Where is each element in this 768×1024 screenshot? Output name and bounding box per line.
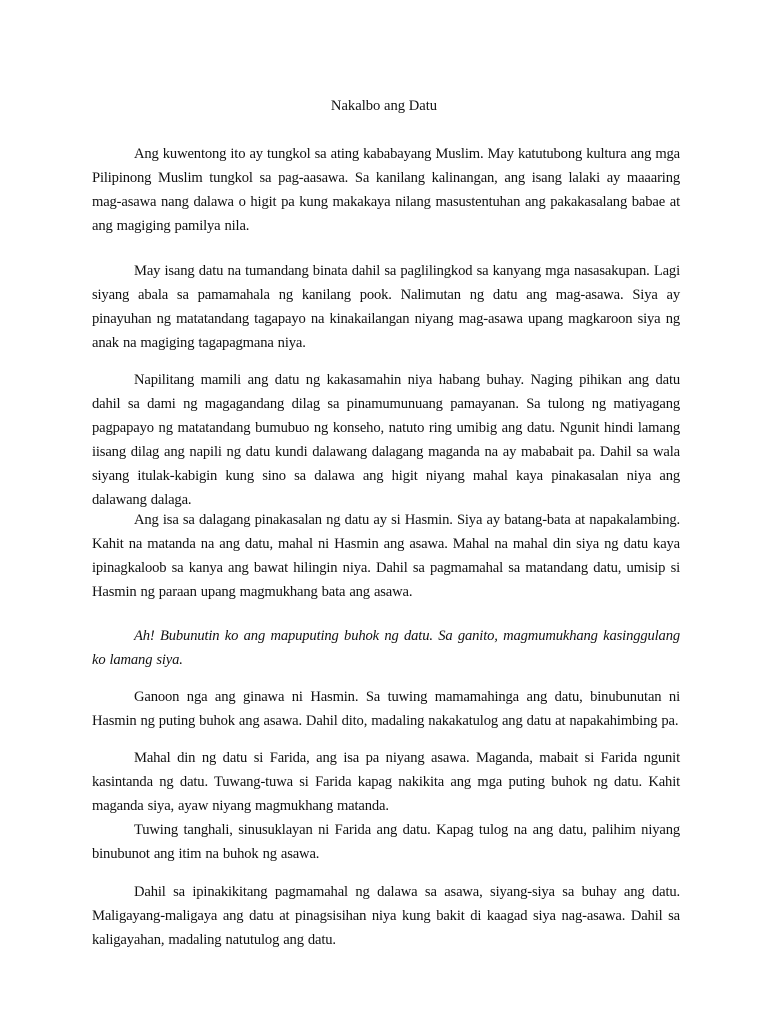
paragraph-4: Ang isa sa dalagang pinakasalan ng datu ay si Hasmin. Siya ay batang-bata at napakalambing. Kahit na matanda na ang datu, mahal ni Hasmin ang asawa. Mahal na mahal din siya ng datu kaya ipinagkaloob sa kanya ang bawat hilingin niya. Dahil sa pagmamahal sa matandang datu, umisip si Hasmin ng paraan upang magmukhang bata ang asawa.: [92, 512, 680, 600]
paragraph-7: Mahal din ng datu si Farida, ang isa pa niyang asawa. Maganda, mabait si Farida ngunit kasintanda ng datu. Tuwang-tuwa si Farida kapag nakikita ang mga puting buhok ng datu. Kahit maganda siya, ayaw niyang magmukhang matanda.: [92, 750, 680, 814]
paragraph-1: Ang kuwentong ito ay tungkol sa ating kababayang Muslim. May katutubong kultura ang mga Pilipinong Muslim tungkol sa pag-aasawa. Sa kanilang kalinangan, ang isang lalaki ay maaaring mag-asawa nang dalawa o higit pa kung makakaya nilang masustentuhan ang pakakasalang babae at ang magiging pamilya nila.: [92, 146, 680, 234]
paragraph-9: Dahil sa ipinakikitang pagmamahal ng dalawa sa asawa, siyang-siya sa buhay ang datu. Maligayang-maligaya ang datu at pinagsisihan niya kung bakit di kaagad siya nag-asawa. Dahil sa kaligayahan, madaling natutulog ang datu.: [92, 884, 680, 948]
paragraph-3: Napilitang mamili ang datu ng kakasamahin niya habang buhay. Naging pihikan ang datu dahil sa dami ng magagandang dilag sa pinamumunuang pamayanan. Sa tulong ng matiyagang pagpapayo ng matatandang bumubuo ng konseho, natuto ring umibig ang datu. Ngunit hindi lamang iisang dilag ang napili ng datu kundi dalawang dalagang maganda na ay mababait pa. Dahil sa wala siyang itulak-kabigin kung sino sa dalawa ang higit niyang mahal kaya pinakasalan niya ang dalawang dalaga.: [92, 372, 680, 508]
paragraph-5-italic-thought: Ah! Bubunutin ko ang mapuputing buhok ng datu. Sa ganito, magmumukhang kasinggulang ko lamang siya.: [92, 628, 680, 668]
paragraph-2: May isang datu na tumandang binata dahil sa paglilingkod sa kanyang mga nasasakupan. Lagi siyang abala sa pamamahala ng kanilang pook. Nalimutan ng datu ang mag-asawa. Siya ay pinayuhan ng matatandang tagapayo na kinakailangan niyang mag-asawa upang magkaroon siya ng anak na magiging tagapagmana niya.: [92, 263, 680, 351]
document-title: Nakalbo ang Datu: [330, 98, 438, 114]
paragraph-8: Tuwing tanghali, sinusuklayan ni Farida ang datu. Kapag tulog na ang datu, palihim niyang binubunot ang itim na buhok ng asawa.: [92, 822, 680, 862]
paragraph-6: Ganoon nga ang ginawa ni Hasmin. Sa tuwing mamamahinga ang datu, binubunutan ni Hasmin ng puting buhok ang asawa. Dahil dito, madaling nakakatulog ang datu at napakahimbing pa.: [92, 689, 680, 729]
